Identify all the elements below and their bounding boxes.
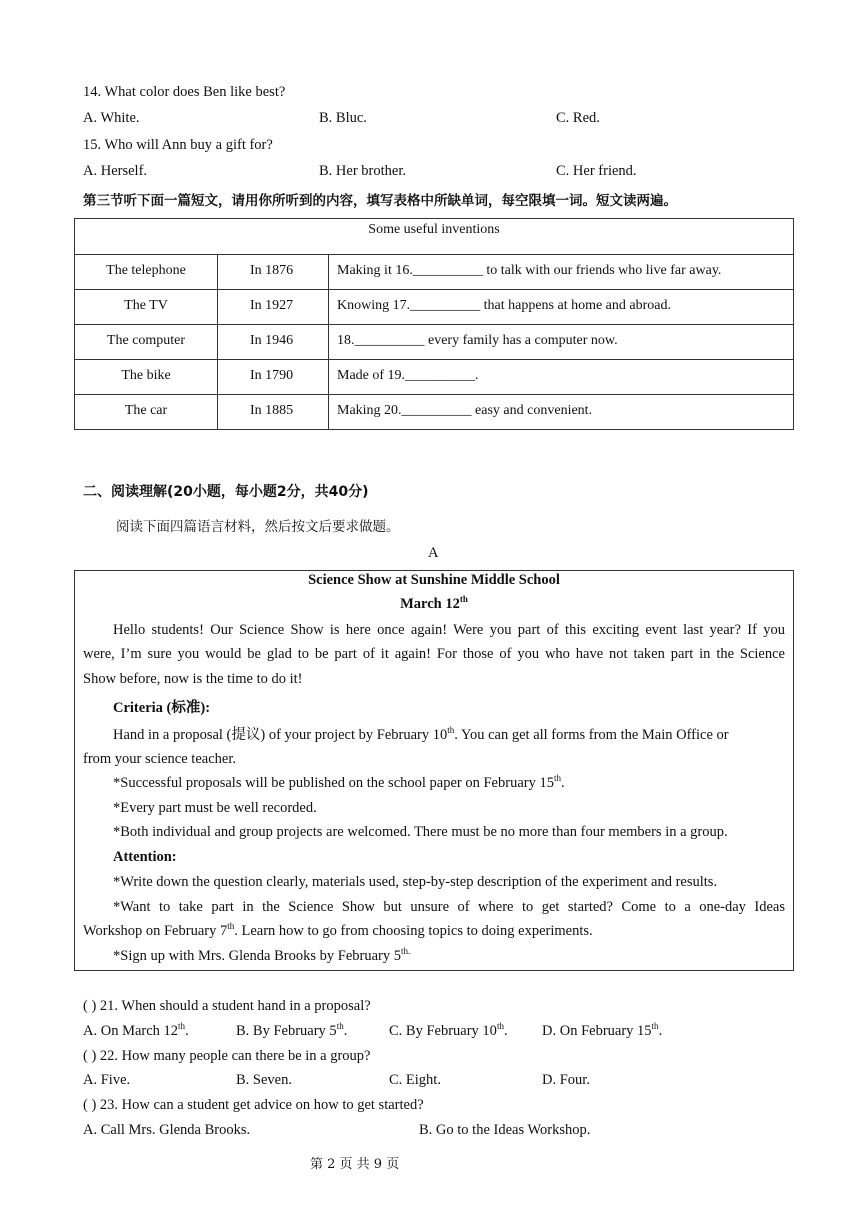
passage-date: March 12th: [400, 594, 468, 612]
invention-year: In 1927: [218, 290, 329, 325]
question-15-stem: 15. Who will Ann buy a gift for?: [83, 137, 273, 153]
question-14-option-b: B. Bluc.: [319, 110, 367, 126]
criteria-item: Hand in a proposal (提议) of your project by February 10th. You can get all forms from the Main Office or: [113, 725, 729, 743]
criteria-item: *Both individual and group projects are welcomed. There must be no more than four members in a group.: [113, 824, 728, 840]
question-22-option-a: A. Five.: [83, 1072, 131, 1088]
question-22-option-b: B. Seven.: [236, 1072, 292, 1088]
question-21-option-d: D. On February 15th.: [542, 1021, 663, 1039]
invention-desc: Made of 19.__________.: [329, 360, 794, 395]
invention-year: In 1790: [218, 360, 329, 395]
passage-a-box: [74, 570, 794, 971]
question-22-stem: ( ) 22. How many people can there be in a group?: [83, 1048, 371, 1064]
invention-name: The car: [75, 395, 218, 430]
section3-instruction: 第三节听下面一篇短文，请用你所听到的内容，填写表格中所缺单词，每空限填一词。短文读两遍。: [83, 193, 677, 209]
invention-desc: 18.__________ every family has a computer now.: [329, 325, 794, 360]
invention-name: The telephone: [75, 255, 218, 290]
invention-year: In 1946: [218, 325, 329, 360]
question-22-option-c: C. Eight.: [389, 1072, 441, 1088]
table-row: [75, 360, 794, 395]
part2-heading: 二、阅读理解(20小题，每小题2分，共40分): [83, 484, 369, 500]
criteria-item: *Every part must be well recorded.: [113, 800, 317, 816]
page-footer: 第 2 页 共 9 页: [310, 1157, 400, 1172]
question-23-option-a: A. Call Mrs. Glenda Brooks.: [83, 1122, 251, 1138]
table-row: [75, 325, 794, 360]
question-14-option-a: A. White.: [83, 110, 140, 126]
passage-intro-line: Show before, now is the time to do it!: [83, 671, 303, 687]
invention-name: The TV: [75, 290, 218, 325]
attention-item: *Want to take part in the Science Show but unsure of where to get started? Come to a one-day Ideas: [113, 899, 785, 915]
criteria-item: *Successful proposals will be published on the school paper on February 15th.: [113, 773, 565, 791]
passage-label: A: [428, 545, 439, 561]
question-15-option-b: B. Her brother.: [319, 163, 406, 179]
passage-intro-line: were, I’m sure you would be glad to be part of it again! For those of you who have not taken part in the Science: [83, 646, 785, 662]
invention-year: In 1876: [218, 255, 329, 290]
part2-instruction: 阅读下面四篇语言材料，然后按文后要求做题。: [116, 519, 400, 535]
invention-name: The bike: [75, 360, 218, 395]
table-row: [75, 395, 794, 430]
question-23-stem: ( ) 23. How can a student get advice on how to get started?: [83, 1097, 424, 1113]
question-21-option-b: B. By February 5th.: [236, 1021, 348, 1039]
passage-intro-line: Hello students! Our Science Show is here once again! Were you part of this exciting event last year? If you: [113, 622, 785, 638]
invention-desc: Making 20.__________ easy and convenient.: [329, 395, 794, 430]
question-21-stem: ( ) 21. When should a student hand in a proposal?: [83, 998, 371, 1014]
question-21-option-a: A. On March 12th.: [83, 1021, 189, 1039]
question-15-option-a: A. Herself.: [83, 163, 148, 179]
invention-desc: Making it 16.__________ to talk with our friends who live far away.: [329, 255, 794, 290]
question-14-stem: 14. What color does Ben like best?: [83, 84, 286, 100]
question-22-option-d: D. Four.: [542, 1072, 590, 1088]
question-15-option-c: C. Her friend.: [556, 163, 637, 179]
attention-item: *Write down the question clearly, materials used, step-by-step description of the experiment and results.: [113, 874, 718, 890]
attention-item: Workshop on February 7th. Learn how to go from choosing topics to doing experiments.: [83, 921, 593, 939]
criteria-heading: Criteria (标准):: [113, 700, 211, 716]
invention-year: In 1885: [218, 395, 329, 430]
attention-heading: Attention:: [113, 849, 177, 865]
invention-name: The computer: [75, 325, 218, 360]
invention-desc: Knowing 17.__________ that happens at home and abroad.: [329, 290, 794, 325]
table-row: [75, 290, 794, 325]
question-23-option-b: B. Go to the Ideas Workshop.: [419, 1122, 591, 1138]
passage-title: Science Show at Sunshine Middle School: [308, 572, 560, 588]
question-14-option-c: C. Red.: [556, 110, 600, 126]
table-row: [75, 255, 794, 290]
criteria-item: from your science teacher.: [83, 751, 236, 767]
inventions-table: [74, 218, 794, 430]
attention-item: *Sign up with Mrs. Glenda Brooks by February $5^{th.}$: [113, 946, 411, 964]
question-21-option-c: C. By February 10th.: [389, 1021, 508, 1039]
table-title: Some useful inventions: [75, 219, 794, 255]
